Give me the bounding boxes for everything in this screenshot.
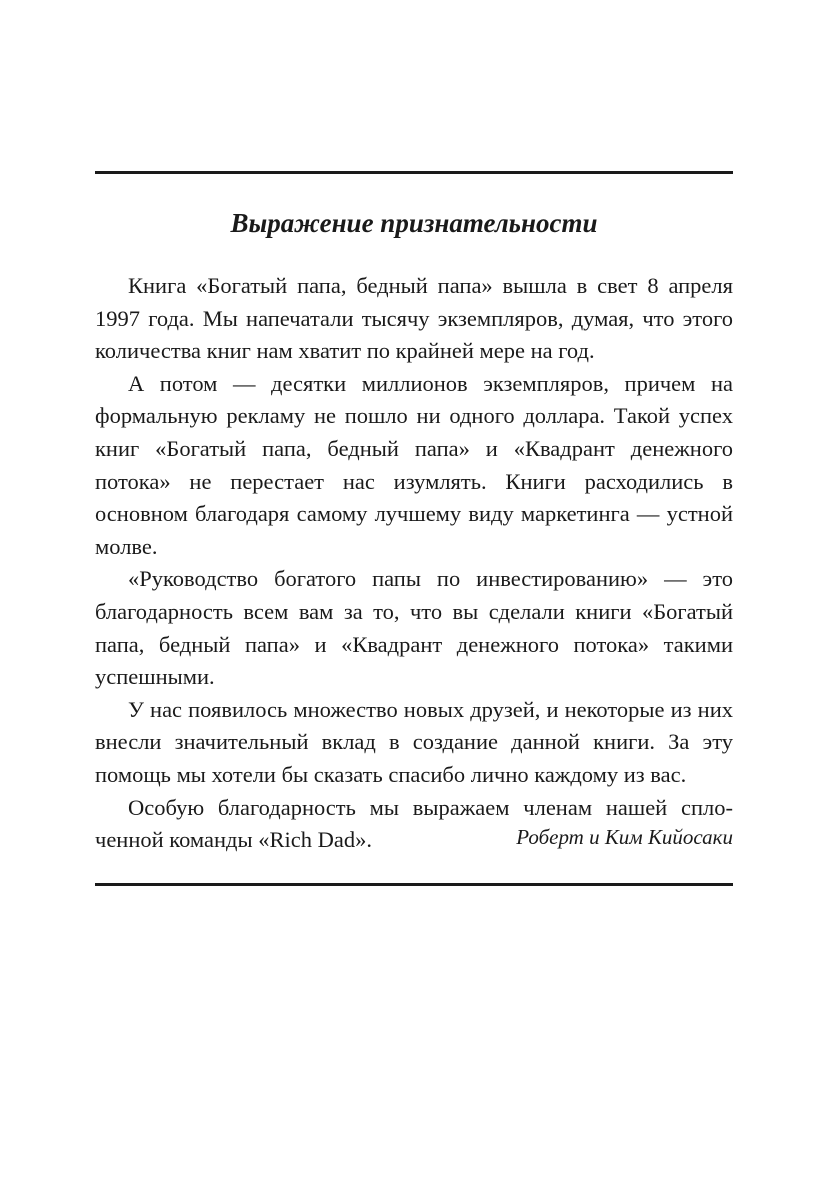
bottom-rule — [95, 883, 733, 886]
paragraph-5: Особую благодарность мы выражаем членам нашей сплоченной команды «Rich Dad». — [95, 794, 733, 853]
paragraph-2: А потом — десятки миллионов экземпляров, причем на формальную рекламу не пошло ни одного доллара. Такой успех книг «Богатый папа, бедный папа» и «Квадрант денежного потока» не перестает нас изумлять. Книги расходились в основном благодаря самому лучшему виду маркетинга — устной молве. — [95, 370, 733, 559]
signature: Роберт и Ким Кийосаки — [516, 825, 733, 849]
top-rule — [95, 171, 733, 174]
page-title: Выражение признательности — [230, 208, 598, 238]
body-text — [95, 270, 733, 857]
paragraph-3: «Руководство богатого папы по инвестированию» — это благодарность всем вам за то, что вы сделали книги «Богатый папа, бедный папа» и «Квадрант денежного потока» такими успешными. — [95, 566, 733, 690]
paragraph-4: У нас появилось множество новых друзей, и некоторые из них внесли значительный вклад в создание данной книги. За эту помощь мы хотели бы сказать спасибо лично каждому из вас. — [95, 696, 733, 787]
paragraph-1: Книга «Богатый папа, бедный папа» вышла в свет 8 апреля 1997 года. Мы напечатали тысячу экземпляров, думая, что этого количества книг нам хватит по крайней мере на год. — [95, 273, 733, 364]
